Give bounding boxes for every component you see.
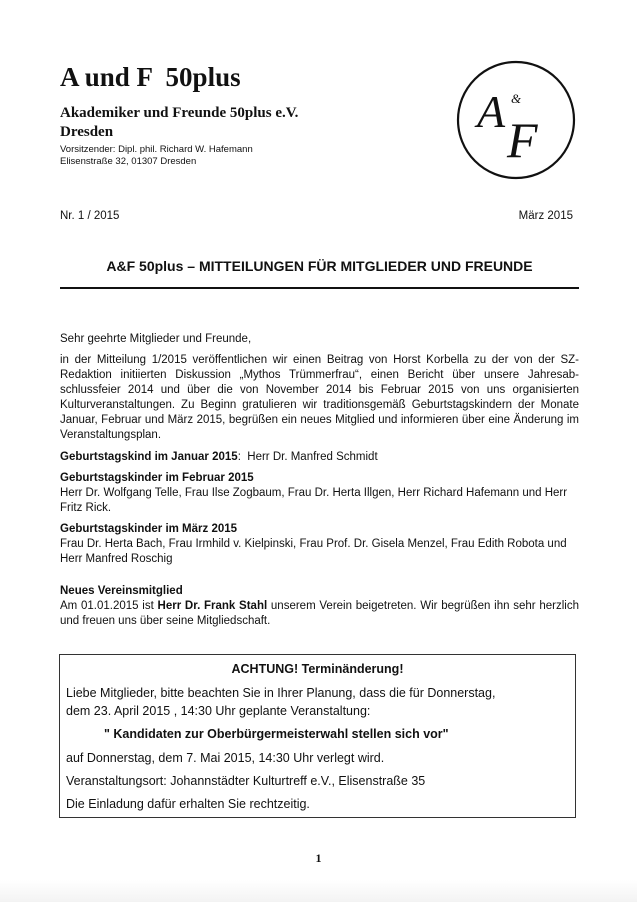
birthday-february-names: Herr Dr. Wolfgang Telle, Frau Ilse Zogbaum, Frau Dr. Herta Illgen, Herr Richard Hafemann und Herr Fritz Rick. <box>60 487 568 514</box>
letter-body <box>60 332 579 629</box>
birthday-february-title: Geburtstagskinder im Februar 2015 <box>60 472 254 484</box>
organization-name <box>60 104 298 142</box>
logo-ampersand: & <box>511 91 522 106</box>
page-heading: A&F 50plus – MITTEILUNGEN FÜR MITGLIEDER UND FREUNDE <box>106 258 533 274</box>
contact-info <box>60 144 253 168</box>
notice-venue: Veranstaltungsort: Johannstädter Kulturtreff e.V., Elisenstraße 35 <box>66 774 426 788</box>
new-member-pre: Am 01.01.2015 ist <box>60 600 158 612</box>
notice-event-title: " Kandidaten zur Oberbürgermeisterwahl stellen sich vor" <box>104 727 449 741</box>
new-member-title: Neues Vereinsmitglied <box>60 585 183 597</box>
notice-invite: Die Einladung dafür erhalten Sie rechtzeitig. <box>66 797 310 811</box>
birthday-march-names: Frau Dr. Herta Bach, Frau Irmhild v. Kielpinski, Frau Prof. Dr. Gisela Menzel, Frau Edith Robota und Herr Manfred Roschig <box>60 538 567 565</box>
intro-paragraph: in der Mitteilung 1/2015 veröffentlichen wir einen Beitrag von Horst Korbella zu der von der SZ-Redaktion initiierten Diskussion „Mythos Trümmerfrau“, einen Bericht über unsere Jahresab-schlussfeier 2014 und über die von November 2014 bis Februar 2015 von uns organisierten Kulturveranstaltungen. Zu Beginn gratulieren wir traditionsgemäß Geburtstagskindern der Monate Januar, Februar und März 2015, begrüßen ein neues Mitglied und informieren über eine Änderung im Veranstaltungsplan. <box>60 354 579 441</box>
af-logo <box>455 59 577 181</box>
new-member-name: Herr Dr. Frank Stahl <box>157 600 268 612</box>
logo-letter-a: A <box>477 86 506 137</box>
organization-city: Dresden <box>60 124 114 140</box>
logo-letter-f: F <box>507 112 538 168</box>
issue-number: Nr. 1 / 2015 <box>60 210 120 222</box>
birthday-january-names: Herr Dr. Manfred Schmidt <box>247 451 378 463</box>
schedule-change-notice <box>59 654 576 818</box>
page-bottom-shade <box>0 880 637 902</box>
birthday-january-title: Geburtstagskind im Januar 2015 <box>60 451 238 463</box>
address-line: Elisenstraße 32, 01307 Dresden <box>60 156 197 167</box>
organization-name-line1: Akademiker und Freunde 50plus e.V. <box>60 105 299 121</box>
heading-divider <box>60 287 579 289</box>
notice-line3: auf Donnerstag, dem 7. Mai 2015, 14:30 Uhr verlegt wird. <box>66 751 385 765</box>
issue-date: März 2015 <box>518 210 573 222</box>
newsletter-title: A und F 50plus <box>60 62 241 92</box>
page-number: 1 <box>315 851 322 865</box>
birthday-january <box>60 450 579 465</box>
notice-line2: dem 23. April 2015 , 14:30 Uhr geplante Veranstaltung: <box>66 704 371 718</box>
new-member-post: unserem Verein beigetreten. Wir begrüßen ihn sehr herzlich und freuen uns über seine Mitgliedschaft. <box>60 600 579 627</box>
new-member-text <box>60 599 579 629</box>
notice-title: ACHTUNG! Terminänderung! <box>231 662 404 676</box>
birthday-january-sep: : <box>237 451 241 463</box>
notice-line1: Liebe Mitglieder, bitte beachten Sie in Ihrer Planung, dass die für Donnerstag, <box>66 686 496 700</box>
chairman-line: Vorsitzender: Dipl. phil. Richard W. Hafemann <box>60 144 253 155</box>
birthday-march-title: Geburtstagskinder im März 2015 <box>60 523 238 535</box>
greeting: Sehr geehrte Mitglieder und Freunde, <box>60 333 252 345</box>
